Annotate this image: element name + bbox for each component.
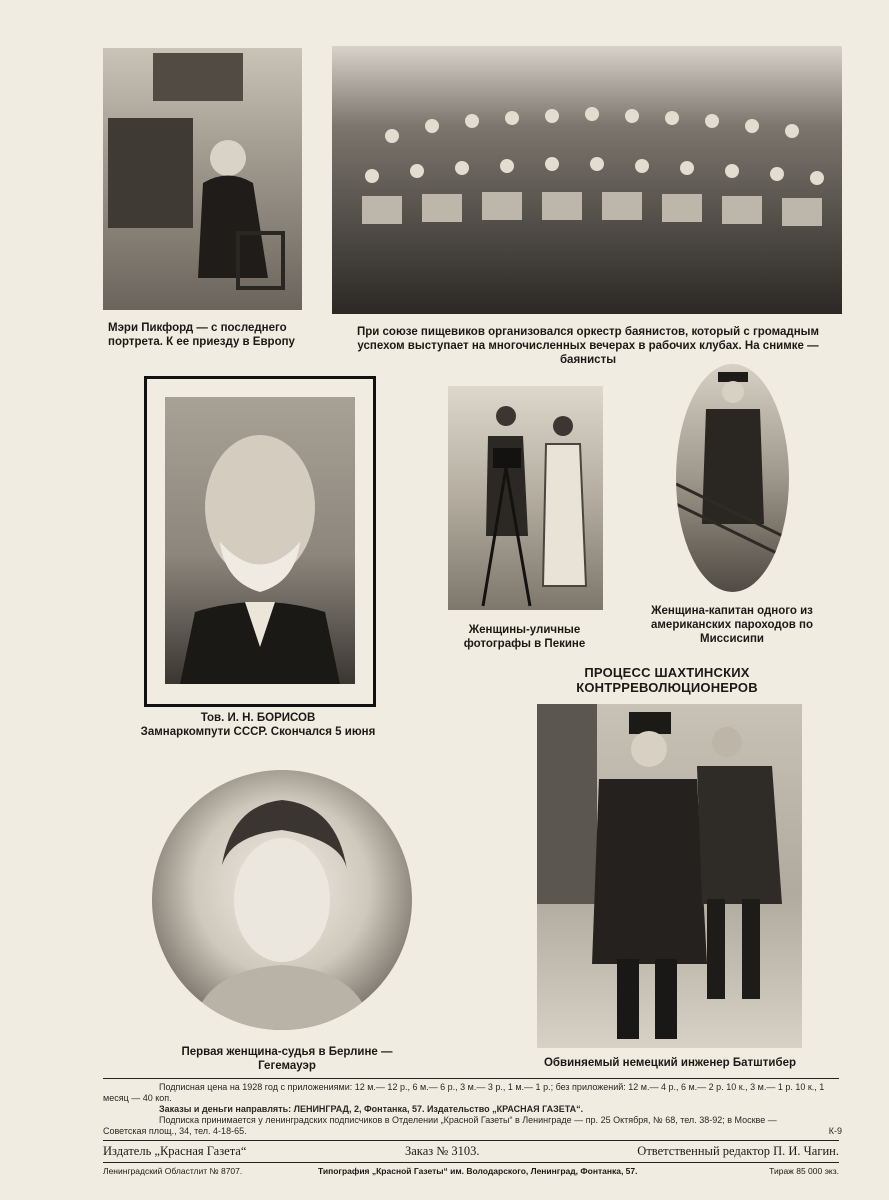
orchestra-caption: При союзе пищевиков организовался оркестр баянистов, который с громадным успехом выступает на многочисленных вечерах в рабочих клубах. На снимке — баянисты: [356, 326, 820, 366]
imprint-rule: [103, 1162, 839, 1163]
man-portrait-icon: [165, 397, 355, 684]
imprint-line: [103, 1144, 839, 1162]
captain-photo: [676, 364, 789, 592]
borisov-caption-name: Тов. И. Н. БОРИСОВ: [200, 712, 316, 724]
orders-address: [103, 1104, 839, 1115]
printer-line: [103, 1166, 839, 1180]
footer-rule-top: [103, 1078, 839, 1079]
orchestra-photo: [332, 46, 842, 314]
section-heading: ПРОЦЕСС ШАХТИНСКИХ КОНТРРЕВОЛЮЦИОНЕРОВ: [576, 665, 758, 695]
censor-number: Ленинградский Областлит № 8707.: [103, 1166, 243, 1176]
order-number: Заказ № 3103.: [405, 1144, 480, 1158]
orders-address-text: Заказы и деньги направлять: ЛЕНИНГРАД, 2, Фонтанка, 57. Издательство „КРАСНАЯ ГАЗЕТА“.: [159, 1104, 584, 1114]
subscription-office: Подписка принимается у ленинградских подписчиков в Отделении „Красной Газеты“ в Ленинграде — пр. 25 Октября, № 68, тел. 38-92; в Москве — Советская площ., 34, тел. 4-18-65.: [103, 1115, 777, 1136]
woman-portrait-icon: [152, 770, 412, 1030]
borisov-photo: [165, 397, 355, 684]
engineer-caption: Обвиняемый немецкий инженер Батштибер: [543, 1057, 796, 1069]
pickford-caption: Мэри Пикфорд — с последнего портрета. К ее приезду в Европу: [108, 322, 295, 348]
captain-caption: Женщина-капитан одного из американских пароходов по Миссисипи: [651, 605, 813, 645]
engineer-photo: [537, 704, 802, 1048]
photographers-photo: [448, 386, 603, 610]
printing-house: Типография „Красной Газеты“ им. Володарского, Ленинград, Фонтанка, 57.: [318, 1166, 638, 1176]
borisov-frame: [144, 376, 376, 707]
publisher: Издатель „Красная Газета“: [103, 1144, 247, 1158]
editor: Ответственный редактор П. И. Чагин.: [637, 1144, 839, 1158]
judge-caption: Первая женщина-судья в Берлине — Гегемауэр: [181, 1046, 393, 1072]
pickford-photo: [103, 48, 302, 310]
two-men-walking-icon: [537, 704, 802, 1048]
subscription-price: Подписная цена на 1928 год с приложениями: 12 м.— 12 р., 6 м.— 6 р., 3 м.— 3 р., 1 м.— 1 р.; без приложений: 12 м.— 4 р., 6 м.— 2 р. 10 к., 3 м.— 1 р. 10 к., 1 месяц — 40 коп.: [103, 1082, 825, 1103]
judge-photo: [152, 770, 412, 1030]
photographers-caption: Женщины-уличные фотографы в Пекине: [463, 624, 586, 650]
camera-tripod-icon: [448, 386, 603, 610]
footer-rule-bottom: [103, 1140, 839, 1141]
print-run: Тираж 85 000 экз.: [769, 1166, 839, 1176]
woman-captain-icon: [676, 364, 789, 592]
borisov-caption-title: Замнаркомпути СССР. Скончался 5 июня: [140, 726, 376, 738]
portrait-photo-icon: [103, 48, 302, 310]
group-photo-icon: [332, 46, 842, 314]
print-code: К-9: [828, 1126, 842, 1136]
